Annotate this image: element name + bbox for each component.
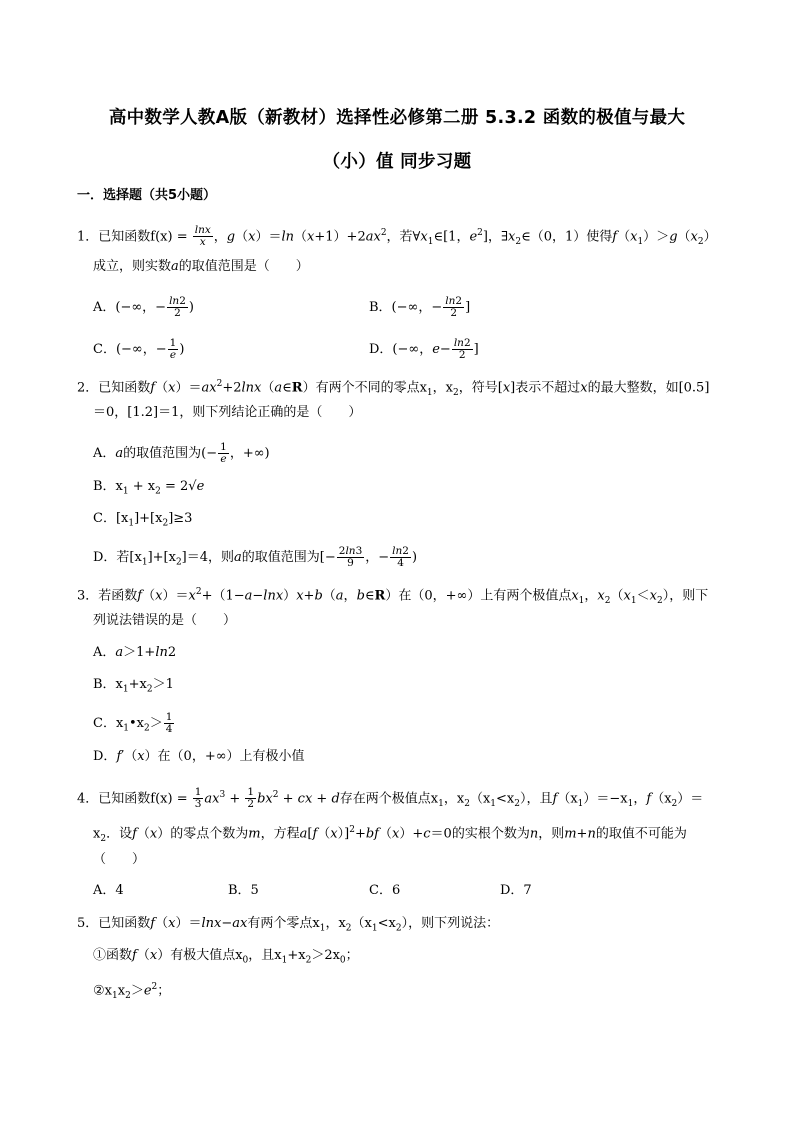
question-4-option-a[interactable]: A．4 <box>93 883 124 898</box>
question-4-stem-line2: $x_2$．设f（x）的零点个数为m，方程$a[f(x)]^2+bf(x)+c=0$的实根个数为n，则m+n的取值不可能为 <box>93 825 687 844</box>
question-3-option-a[interactable]: A．a＞1+ln2 <box>93 645 177 660</box>
question-5-statement-1: ①函数f（x）有极大值点$x_0$，且$x_1+x_2>2x_0$； <box>93 948 359 966</box>
question-1-stem-line2: 成立，则实数a的取值范围是（ ） <box>93 259 309 274</box>
question-1-option-c[interactable]: C．(−∞，− $\frac{1}{e}$ ) <box>93 337 185 361</box>
question-2-option-c[interactable]: C．$[x_1]+[x_2]\ge 3$ <box>93 511 193 529</box>
question-2-stem-line2: ＝0，[1.2]＝1，则下列结论正确的是（ ） <box>93 405 362 420</box>
question-5-stem-line1: 5．已知函数f（x）＝lnx−ax有两个零点$x_1$，$x_2(x_1<x_2)$，则下列说法： <box>77 916 500 934</box>
question-4-option-b[interactable]: B．5 <box>228 883 259 898</box>
section-heading: 一．选择题（共5小题） <box>77 188 217 203</box>
question-3-option-b[interactable]: B．$x_1+x_2>1$ <box>93 677 174 695</box>
question-4-option-d[interactable]: D．7 <box>500 883 532 898</box>
question-4-stem-line3: （ ） <box>93 852 146 867</box>
question-5-statement-2: $②x_1x_2>e^2$； <box>93 982 171 1001</box>
question-1-option-b[interactable]: B．(−∞，− $\frac{\ln 2}{2}$ ] <box>369 295 471 319</box>
question-2-stem-line1: 2．已知函数$f(x)=ax^2+2\ln x(a\in R)$有两个不同的零点$x_1$，$x_2$，符号[x]表示不超过x的最大整数，如[0.5] <box>77 379 710 398</box>
question-1-option-d[interactable]: D．(−∞，e− $\frac{\ln 2}{2}$ ] <box>369 337 479 361</box>
question-4-stem-line1: 4．已知函数f(x) = $\frac{1}{3}$ $ax^3$ + $\frac{1}{2}$ $bx^2$ + cx + d存在两个极值点$x_1$，$x_2(x_1<x_2)$，且$f(x_1)=-x_1$，$f(x_2)=$ <box>77 786 704 811</box>
question-1-option-a[interactable]: A．(−∞，− $\frac{\ln 2}{2}$ ) <box>93 295 194 319</box>
document-title-line2: （小）值 同步习题 <box>322 152 472 172</box>
question-2-option-a[interactable]: A．a的取值范围为(− $\frac{1}{e}$ ，+∞) <box>93 441 270 465</box>
question-3-option-d[interactable]: D．f′（x）在（0，+∞）上有极小值 <box>93 749 305 764</box>
question-3-option-c[interactable]: C．$x_1•x_2>$ $\frac{1}{4}$ <box>93 711 173 735</box>
question-3-stem-line1: 3．若函数$f(x)=x^2+(1-a-\ln x)x+b(a$，b∈R）在（0，+∞）上有两个极值点$x_1$，$x_2(x_1<x_2)$，则下 <box>77 587 709 606</box>
question-4-option-c[interactable]: C．6 <box>369 883 401 898</box>
document-title-line1: 高中数学人教A版（新教材）选择性必修第二册 5.3.2 函数的极值与最大 <box>108 108 686 128</box>
question-3-stem-line2: 列说法错误的是（ ） <box>93 613 237 628</box>
question-2-option-d[interactable]: D．若$[x_1]+[x_2]=4$，则a的取值范围为[− $\frac{2\ln 3}{9}$ ，− $\frac{\ln 2}{4}$ ) <box>93 545 418 569</box>
question-1-stem-line1: 1．已知函数f(x) = $\frac{\ln x}{x}$ ，$g(x)=\ln(x+1)+2ax^2$，若$\forall x_1\in[1$，$e^2$]，$\exists x_2\in(0$，1）使得$f(x_1)>g(x_2)$ <box>77 224 717 249</box>
question-2-option-b[interactable]: B．$x_1 + x_2 = 2√e$ <box>93 479 205 497</box>
